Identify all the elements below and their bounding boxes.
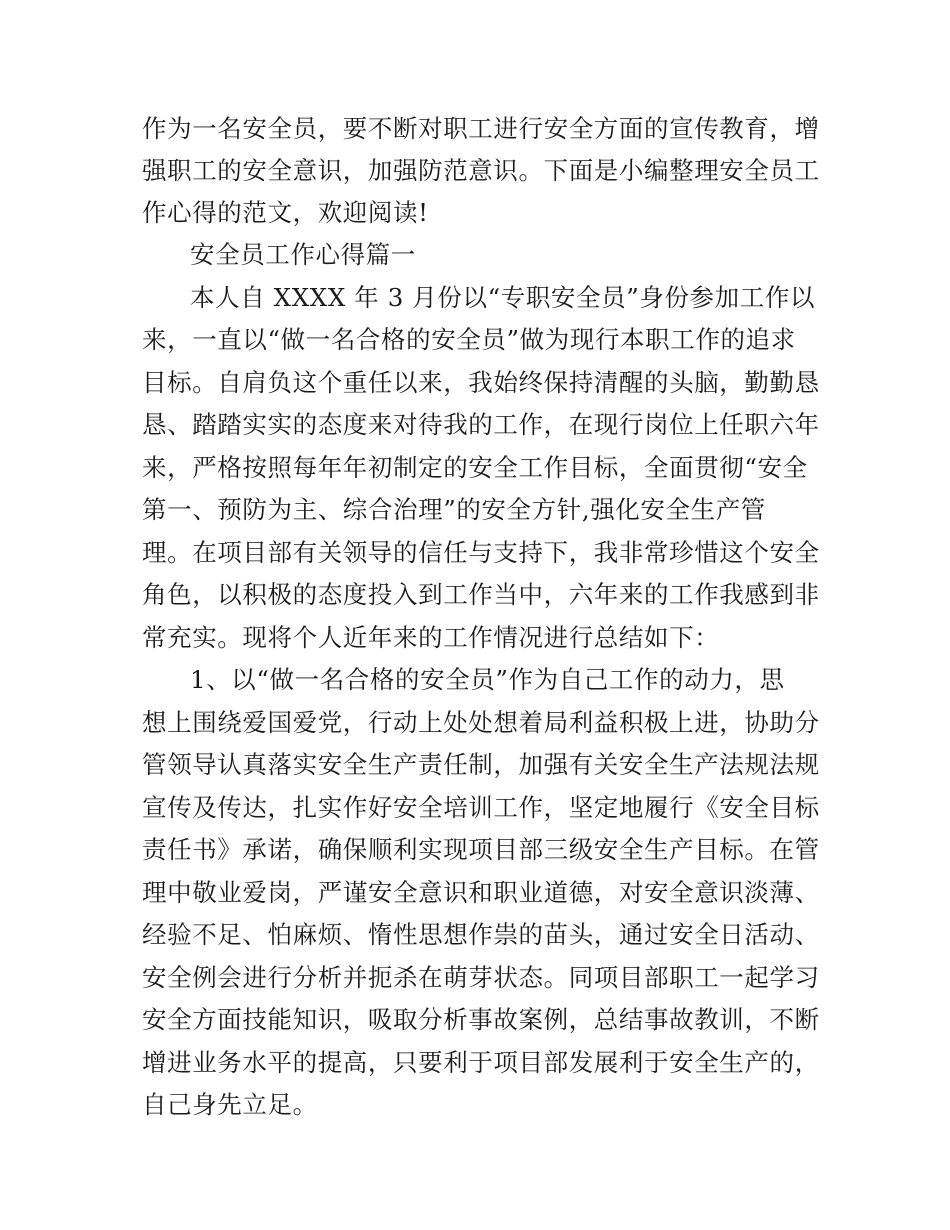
paragraph-line: 想上围绕爱国爱党，行动上处处想着局利益积极上进，协助分 [142,708,820,737]
paragraph-line: 目标。自肩负这个重任以来，我始终保持清醒的头脑，勤勤恳 [142,368,820,397]
paragraph-line: 来，严格按照每年年初制定的安全工作目标，全面贯彻“安全 [142,453,808,482]
paragraph-line: 本人自 XXXX 年 3 月份以“专职安全员”身份参加工作以 [190,283,816,312]
paragraph-line: 安全方面技能知识，吸取分析事故案例，总结事故教训，不断 [142,1005,820,1034]
intro-line: 强职工的安全意识，加强防范意识。下面是小编整理安全员工 [142,156,820,185]
paragraph-line: 理中敬业爱岗，严谨安全意识和职业道德，对安全意识淡薄、 [142,878,820,907]
intro-line: 作为一名安全员，要不断对职工进行安全方面的宣传教育，增 [142,114,820,143]
paragraph-line: 自己身先立足。 [142,1090,318,1119]
section-heading: 安全员工作心得篇一 [190,240,416,269]
paragraph-line: 1、以“做一名合格的安全员”作为自己工作的动力，思 [190,665,785,694]
paragraph-line: 恳、踏踏实实的态度来对待我的工作，在现行岗位上任职六年 [142,410,820,439]
paragraph-line: 宣传及传达，扎实作好安全培训工作，坚定地履行《安全目标 [142,793,820,822]
paragraph-line: 安全例会进行分析并扼杀在萌芽状态。同项目部职工一起学习 [142,963,820,992]
paragraph-line: 理。在项目部有关领导的信任与支持下，我非常珍惜这个安全 [142,538,820,567]
paragraph-line: 角色，以积极的态度投入到工作当中，六年来的工作我感到非 [142,580,820,609]
paragraph-line: 增进业务水平的提高，只要利于项目部发展利于安全生产的， [142,1048,820,1077]
paragraph-line: 常充实。现将个人近年来的工作情况进行总结如下： [142,623,720,652]
paragraph-line: 管领导认真落实安全生产责任制，加强有关安全生产法规法规 [142,750,820,779]
intro-line: 作心得的范文，欢迎阅读! [142,198,429,227]
paragraph-line: 责任书》承诺，确保顺利实现项目部三级安全生产目标。在管 [142,835,820,864]
paragraph-line: 来，一直以“做一名合格的安全员”做为现行本职工作的追求 [142,325,796,354]
paragraph-line: 第一、预防为主、综合治理”的安全方针,强化安全生产管 [142,495,766,524]
paragraph-line: 经验不足、怕麻烦、惰性思想作祟的苗头，通过安全日活动、 [142,920,820,949]
